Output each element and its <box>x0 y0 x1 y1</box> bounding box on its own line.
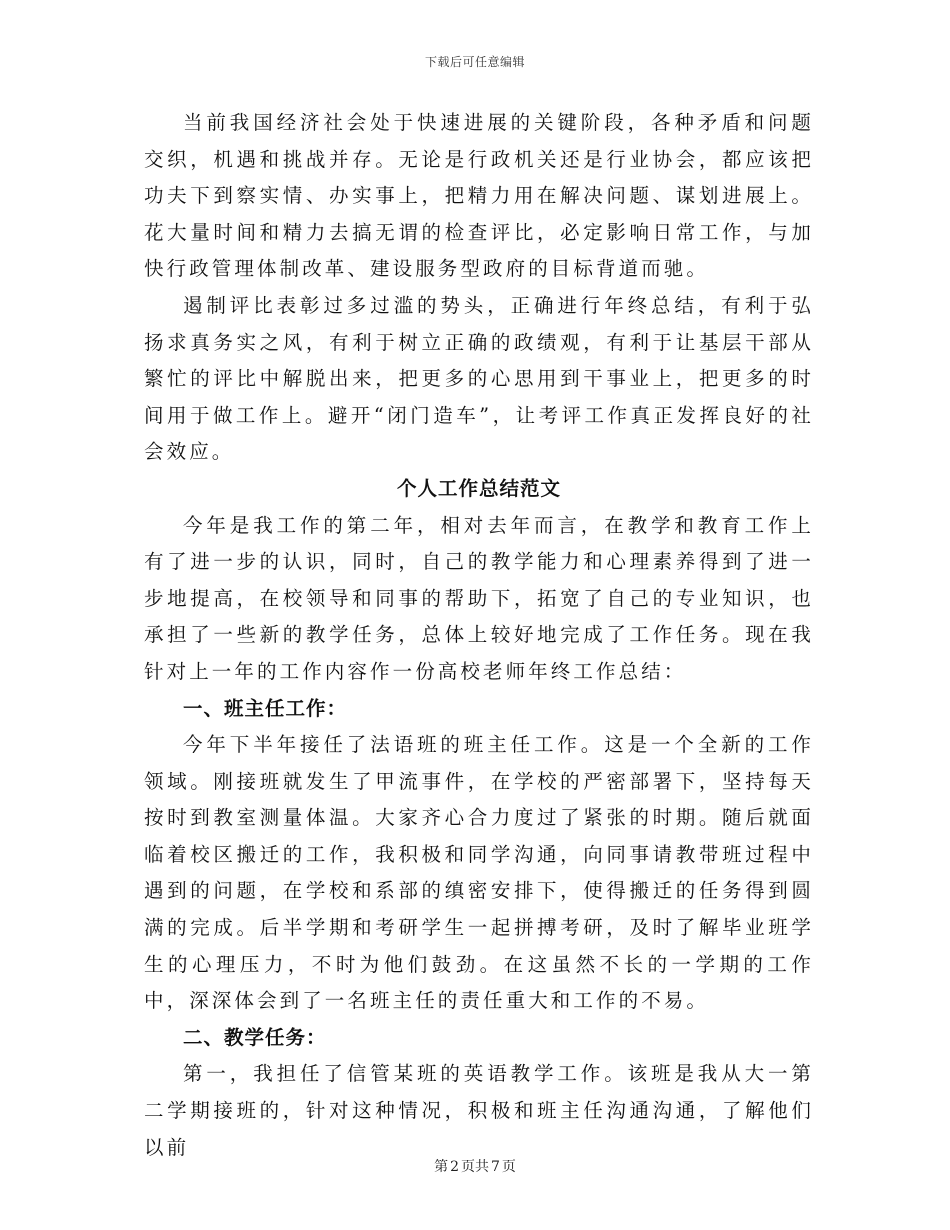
page-footer <box>0 1156 950 1176</box>
page-number-prefix: 第 <box>434 1159 449 1175</box>
paragraph-3: 今年是我工作的第二年，相对去年而言，在教学和教育工作上有了进一步的认识，同时，自己的教学能力和心理素养得到了进一步地提高，在校领导和同事的帮助下，拓宽了自己的专业知识，也承担了一些新的教学任务，总体上较好地完成了工作任务。现在我针对上一年的工作内容作一份高校老师年终工作总结： <box>144 513 814 683</box>
page-number-total: 7 <box>491 1159 500 1175</box>
paragraph-1: 当前我国经济社会处于快速进展的关键阶段，各种矛盾和问题交织，机遇和挑战并存。无论是行政机关还是行业协会，都应该把功夫下到察实情、办实事上，把精力用在解决问题、谋划进展上。花大量时间和精力去搞无谓的检查评比，必定影响日常工作，与加快行政管理体制改革、建设服务型政府的目标背道而驰。 <box>144 111 814 281</box>
page-number-suffix: 页 <box>501 1159 516 1175</box>
section-heading-1: 一、班主任工作： <box>183 696 348 720</box>
paragraph-5: 第一，我担任了信管某班的英语教学工作。该班是我从大一第二学期接班的，针对这种情况，积极和班主任沟通沟通，了解他们以前 <box>144 1062 814 1159</box>
page-number-current: 2 <box>450 1159 459 1175</box>
paragraph-2: 遏制评比表彰过多过滥的势头，正确进行年终总结，有利于弘扬求真务实之风，有利于树立正确的政绩观，有利于让基层干部从繁忙的评比中解脱出来，把更多的心思用到干事业上，把更多的时间用于做工作上。避开“闭门造车”，让考评工作真正发挥良好的社会效应。 <box>144 293 814 464</box>
document-body <box>144 105 814 1166</box>
page-header: 下载后可任意编辑 <box>424 55 525 69</box>
page-number-middle: 页共 <box>461 1159 489 1175</box>
document-title: 个人工作总结范文 <box>396 476 561 500</box>
section-heading-2: 二、教学任务： <box>183 1025 327 1049</box>
paragraph-4: 今年下半年接任了法语班的班主任工作。这是一个全新的工作领域。刚接班就发生了甲流事件，在学校的严密部署下，坚持每天按时到教室测量体温。大家齐心合力度过了紧张的时期。随后就面临着校区搬迁的工作，我积极和同学沟通，向同事请教带班过程中遇到的问题，在学校和系部的缜密安排下，使得搬迁的任务得到圆满的完成。后半学期和考研学生一起拼搏考研，及时了解毕业班学生的心理压力，不时为他们鼓劲。在这虽然不长的一学期的工作中，深深体会到了一名班主任的责任重大和工作的不易。 <box>144 733 814 1013</box>
